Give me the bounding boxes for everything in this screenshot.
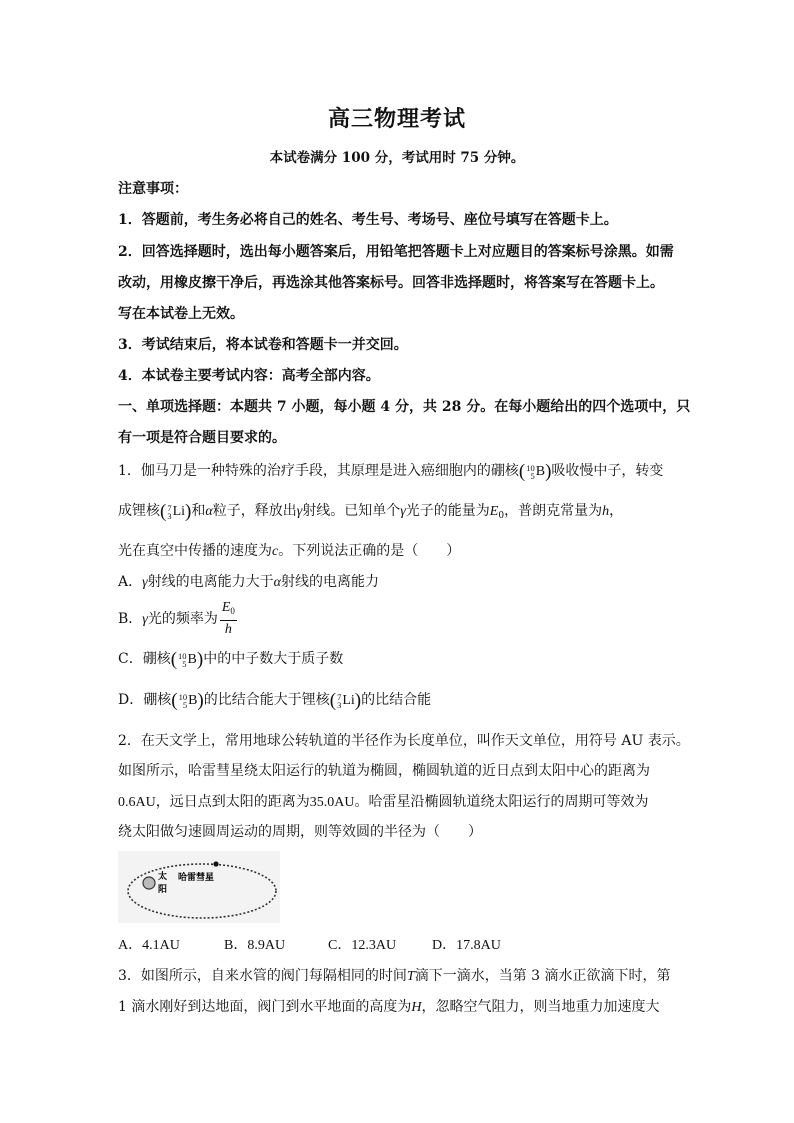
alpha-symbol: α bbox=[273, 575, 282, 590]
q2-option-c[interactable]: C．12.3AU bbox=[328, 938, 397, 953]
q1-text: 1．伽马刀是一种特殊的治疗手段，其原理是进入癌细胞内的硼核 bbox=[118, 463, 519, 479]
q1-option-b[interactable] bbox=[118, 599, 237, 639]
q2-options bbox=[118, 934, 501, 954]
exam-info: 本试卷满分 100 分，考试用时 75 分钟。 bbox=[269, 150, 525, 166]
halley-comet-dot bbox=[213, 861, 218, 866]
fraction-denominator: h bbox=[224, 622, 232, 637]
sun-label-1: 太 bbox=[158, 872, 168, 882]
boron-mass-number: 10 bbox=[526, 463, 535, 473]
boron-mass-number: 10 bbox=[178, 651, 187, 661]
q1-text: 光在真空中传播的速度为 bbox=[118, 543, 272, 559]
boron-mass-number: 10 bbox=[178, 692, 188, 702]
height-symbol: H bbox=[411, 1000, 422, 1015]
orbit-figure bbox=[118, 851, 280, 923]
perihelion-distance: 0.6AU bbox=[118, 795, 156, 810]
option-letter: B． bbox=[118, 611, 143, 627]
q1-text: 成锂核 bbox=[118, 503, 160, 519]
gamma-symbol: γ bbox=[296, 504, 303, 519]
option-text: D．硼核 bbox=[118, 692, 172, 708]
q2-stem-line-2: 如图所示，哈雷彗星绕太阳运行的轨道为椭圆，椭圆轨道的近日点到太阳中心的距离为 bbox=[118, 763, 650, 779]
boron-symbol: B bbox=[187, 652, 197, 667]
q3-text: 1 滴水刚好到达地面，阀门到水平地面的高度为 bbox=[118, 999, 412, 1015]
note-4: 4．本试卷主要考试内容：高考全部内容。 bbox=[118, 368, 380, 384]
q1-text: 。下列说法正确的是（ ） bbox=[278, 543, 461, 559]
page-title: 高三物理考试 bbox=[327, 107, 466, 132]
option-text: C．硼核 bbox=[118, 651, 171, 667]
sun-circle bbox=[143, 877, 155, 889]
q2-option-a[interactable]: A．4.1AU bbox=[118, 938, 180, 953]
lithium-atomic-number: 3 bbox=[167, 511, 172, 521]
note-2-line-3: 写在本试卷上无效。 bbox=[118, 306, 244, 322]
note-3: 3．考试结束后，将本试卷和答题卡一并交回。 bbox=[118, 337, 408, 353]
q2-text: 。哈雷星沿椭圆轨道绕太阳运行的周期可等效为 bbox=[354, 794, 649, 810]
q1-text: ， bbox=[609, 503, 624, 519]
option-text: 的比结合能 bbox=[361, 692, 432, 708]
lithium-symbol: Li bbox=[342, 693, 355, 708]
option-text: 的比结合能大于锂核 bbox=[203, 692, 330, 708]
figure-background bbox=[118, 851, 280, 923]
q3-text: ，忽略空气阻力，则当地重力加速度大 bbox=[421, 999, 660, 1015]
energy-subscript: 0 bbox=[498, 511, 505, 521]
aphelion-distance: 35.0AU bbox=[309, 795, 355, 810]
energy-symbol: E bbox=[489, 504, 499, 519]
q1-text: 粒子，释放出 bbox=[212, 503, 297, 519]
q3-stem-line-1 bbox=[118, 965, 671, 985]
note-1: 1．答题前，考生务必将自己的姓名、考生号、考场号、座位号填写在答题卡上。 bbox=[118, 212, 618, 228]
time-symbol: T bbox=[406, 969, 415, 984]
q2-stem-line-1: 2．在天文学上，常用地球公转轨道的半径作为长度单位，叫作天文单位，用符号 AU 表示。 bbox=[118, 733, 690, 749]
option-text: 光的频率为 bbox=[147, 611, 218, 627]
alpha-symbol: α bbox=[205, 504, 213, 519]
q1-stem-line-2 bbox=[118, 500, 623, 523]
gamma-symbol: γ bbox=[142, 612, 148, 627]
gamma-symbol: γ bbox=[400, 504, 406, 519]
q2-stem-line-4: 绕太阳做匀速圆周运动的周期，则等效圆的半径为（ ） bbox=[118, 824, 482, 840]
q2-option-b[interactable]: B．8.9AU bbox=[224, 938, 286, 953]
gamma-symbol: γ bbox=[142, 575, 148, 590]
q3-text: 滴下一滴水，当第 3 滴水正欲滴下时，第 bbox=[414, 968, 671, 984]
boron-nucleus: ( 10 5 B) bbox=[518, 461, 552, 482]
lithium-nucleus: ( 7 3 Li) bbox=[160, 501, 192, 522]
lithium-nucleus: ( 7 3 Li) bbox=[329, 690, 362, 711]
option-text: 射线的电离能力 bbox=[281, 574, 380, 590]
q3-stem-line-2 bbox=[118, 996, 659, 1016]
q1-stem-line-1 bbox=[118, 460, 663, 483]
option-text: 射线的电离能力大于 bbox=[147, 574, 274, 590]
notes-heading: 注意事项： bbox=[118, 181, 188, 197]
q2-option-d[interactable]: D．17.8AU bbox=[432, 938, 501, 953]
lithium-symbol: Li bbox=[172, 504, 186, 519]
q1-text: 光子的能量为 bbox=[405, 503, 490, 519]
q1-text: 和 bbox=[191, 503, 206, 519]
q1-text: 射线。已知单个 bbox=[302, 503, 401, 519]
lithium-mass-number: 7 bbox=[167, 503, 172, 513]
q2-text: ，远日点到太阳的距离为 bbox=[155, 794, 310, 810]
option-letter: A． bbox=[118, 574, 143, 590]
boron-atomic-number: 5 bbox=[530, 471, 535, 481]
note-2-line-2: 改动，用橡皮擦干净后，再选涂其他答案标号。回答非选择题时，将答案写在答题卡上。 bbox=[118, 275, 664, 291]
fraction-numerator-subscript: 0 bbox=[230, 606, 235, 616]
q1-option-c[interactable] bbox=[118, 648, 343, 671]
sun-label-2: 阳 bbox=[158, 885, 168, 895]
boron-atomic-number: 5 bbox=[182, 659, 187, 669]
boron-nucleus: ( 10 5 B) bbox=[170, 649, 204, 670]
q1-option-d[interactable] bbox=[118, 689, 431, 712]
light-speed-symbol: c bbox=[272, 544, 279, 559]
note-2-line-1: 2．回答选择题时，选出每小题答案后，用铅笔把答题卡上对应题目的答案标号涂黑。如需 bbox=[118, 244, 674, 260]
q2-stem-line-3 bbox=[118, 791, 648, 811]
frequency-fraction bbox=[220, 599, 237, 639]
boron-atomic-number: 5 bbox=[182, 700, 188, 710]
boron-symbol: B bbox=[535, 464, 546, 479]
lithium-mass-number: 7 bbox=[337, 692, 342, 702]
section-1-heading-line-2: 有一项是符合题目要求的。 bbox=[118, 430, 286, 446]
boron-nucleus: ( 10 5 B) bbox=[171, 690, 204, 711]
fraction-numerator: E bbox=[221, 600, 231, 615]
q1-option-a[interactable] bbox=[118, 571, 379, 591]
q1-stem-line-3 bbox=[118, 540, 460, 560]
comet-label: 哈雷彗星 bbox=[178, 873, 215, 883]
q1-text: 吸收慢中子，转变 bbox=[551, 463, 664, 479]
planck-symbol: h bbox=[602, 504, 610, 519]
section-1-heading-line-1: 一、单项选择题：本题共 7 小题，每小题 4 分，共 28 分。在每小题给出的四个选项中，只 bbox=[118, 399, 691, 415]
q3-text: 3．如图所示，自来水管的阀门每隔相同的时间 bbox=[118, 968, 407, 984]
lithium-atomic-number: 3 bbox=[337, 700, 342, 710]
boron-symbol: B bbox=[188, 693, 198, 708]
option-text: 中的中子数大于质子数 bbox=[203, 651, 344, 667]
q1-text: ，普朗克常量为 bbox=[504, 503, 603, 519]
